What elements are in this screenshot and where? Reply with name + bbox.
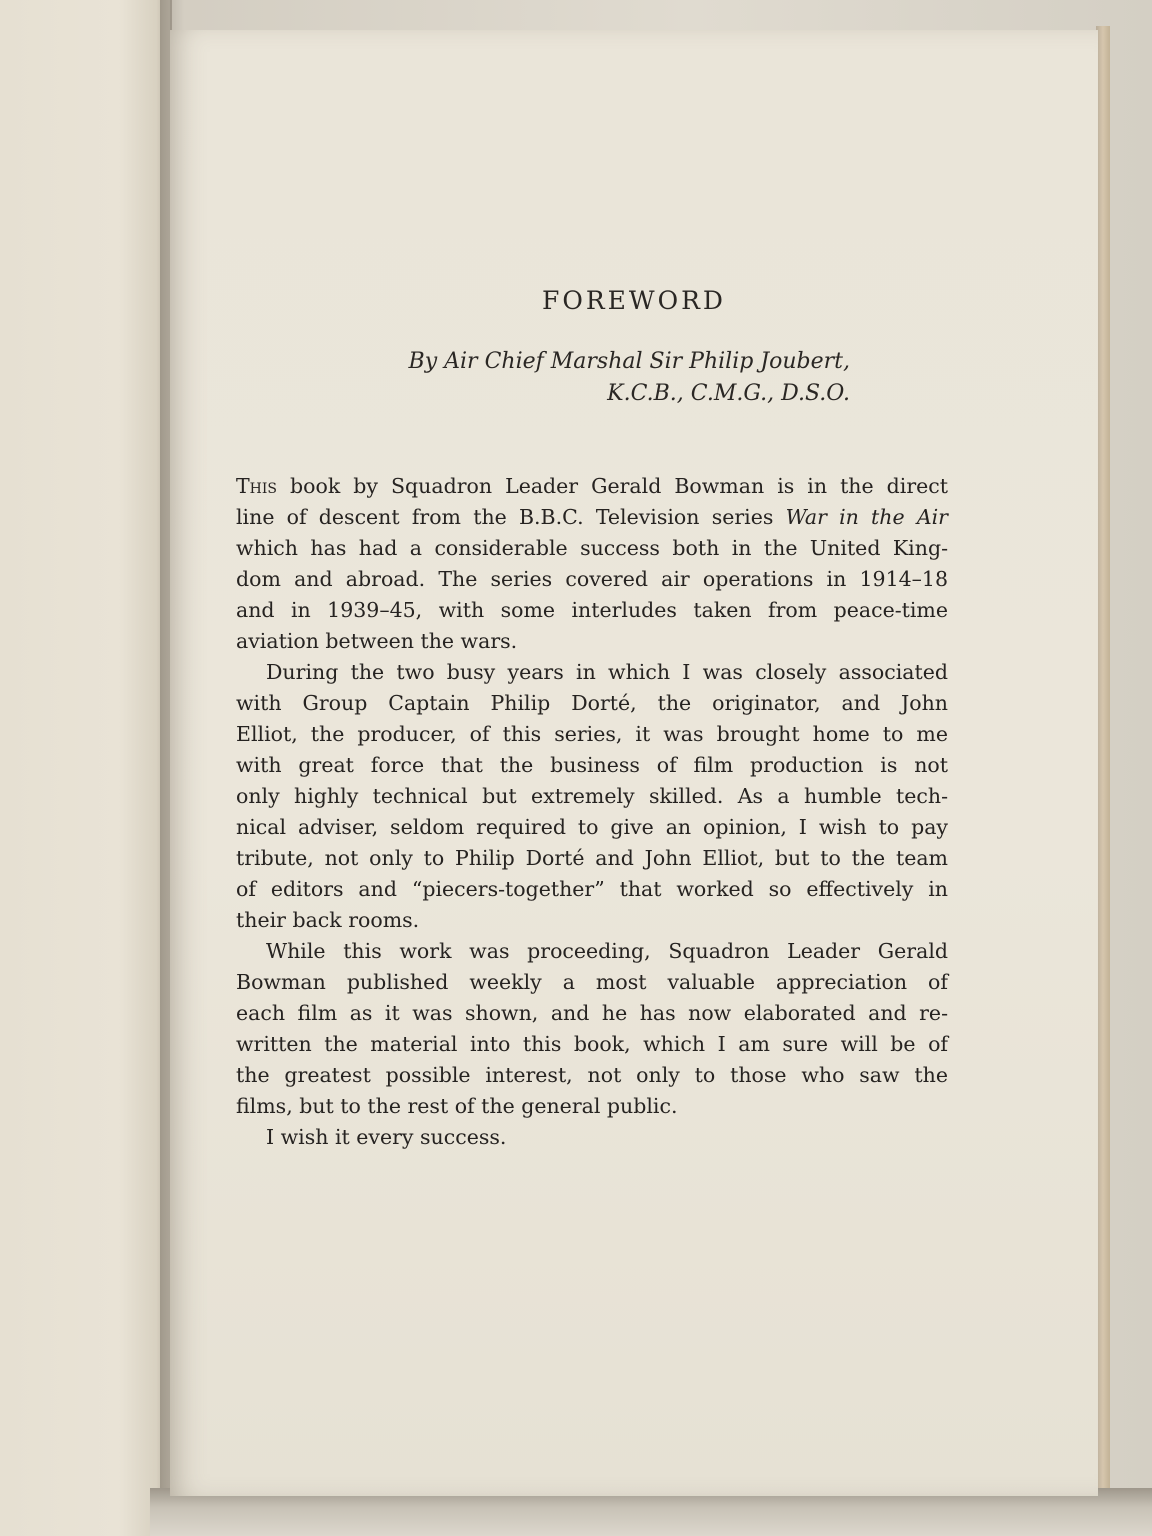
text-line: only highly technical but extremely skilled. As a humble tech- (236, 784, 948, 808)
text-line: and in 1939–45, with some interludes taken from peace-time (236, 598, 948, 622)
text-line: tribute, not only to Philip Dorté and John Elliot, but to the team (236, 846, 948, 870)
text-line: Elliot, the producer, of this series, it was brought home to me (236, 722, 948, 746)
paragraph-3 (236, 936, 948, 1122)
lead-word: This (236, 474, 278, 498)
byline-honours: K.C.B., C.M.G., D.S.O. (607, 381, 850, 406)
series-title: War in the Air (785, 505, 948, 529)
text-line: with great force that the business of film production is not (236, 753, 948, 777)
cover-edge (1096, 26, 1110, 1500)
text-line: written the material into this book, which I am sure will be of (236, 1032, 948, 1056)
text-line (236, 471, 948, 502)
text-line: films, but to the rest of the general public. (236, 1094, 678, 1118)
line-text: book by Squadron Leader Gerald Bowman is in the direct (277, 474, 948, 498)
foreword-body (236, 471, 948, 1153)
paragraph-4 (236, 1122, 948, 1153)
text-line: aviation between the wars. (236, 629, 518, 653)
line-text: line of descent from the B.B.C. Television series (236, 505, 786, 529)
text-line: I wish it every success. (266, 1125, 507, 1149)
text-line: While this work was proceeding, Squadron Leader Gerald (266, 939, 948, 963)
text-line (236, 502, 948, 533)
paragraph-2 (236, 657, 948, 936)
facing-page-left (0, 0, 172, 1536)
text-line: which has had a considerable success both in the United King- (236, 536, 948, 560)
page-title: FOREWORD (542, 286, 726, 315)
text-line: with Group Captain Philip Dorté, the originator, and John (236, 691, 948, 715)
text-line: During the two busy years in which I was closely associated (266, 660, 948, 684)
text-line: their back rooms. (236, 908, 420, 932)
paragraph-1 (236, 471, 948, 657)
text-line: the greatest possible interest, not only to those who saw the (236, 1063, 948, 1087)
text-line: nical adviser, seldom required to give an opinion, I wish to pay (236, 815, 948, 839)
byline-author: By Air Chief Marshal Sir Philip Joubert, (408, 349, 850, 374)
text-line: Bowman published weekly a most valuable appreciation of (236, 970, 948, 994)
text-line: each film as it was shown, and he has now elaborated and re- (236, 1001, 948, 1025)
text-line: dom and abroad. The series covered air operations in 1914–18 (236, 567, 948, 591)
book-page (170, 30, 1098, 1496)
text-line: of editors and “piecers-together” that worked so effectively in (236, 877, 948, 901)
byline (350, 346, 850, 410)
